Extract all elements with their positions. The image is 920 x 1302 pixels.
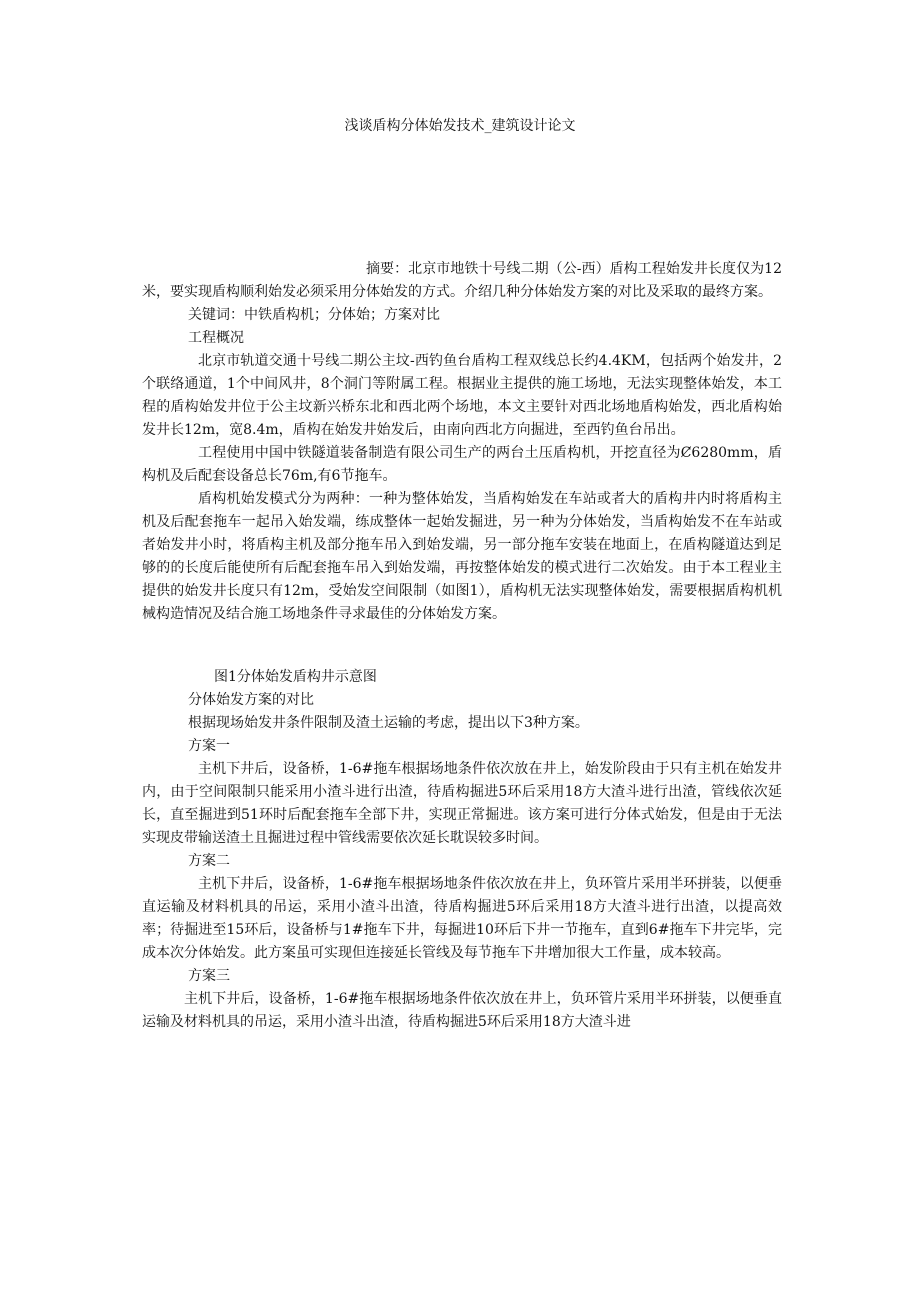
comparison-intro: 根据现场始发井条件限制及渣土运输的考虑，提出以下3种方案。 xyxy=(188,715,589,731)
plan1-paragraph: 主机下井后，设备桥，1-6#拖车根据场地条件依次放在井上，始发阶段由于只有主机在始发井内，由于空间限制只能采用小渣斗进行出渣，待盾构掘进5环后采用18方大渣斗进行出渣，管线依次延长，直至掘进到51环时后配套拖车全部下井，实现正常掘进。该方案可进行分体式始发，但是由于无法实现皮带输送渣土且掘进过程中管线需要依次延长耽误较多时间。 xyxy=(142,761,782,846)
figure-caption: 图1分体始发盾构井示意图 xyxy=(214,669,377,685)
overview-paragraph-3: 盾构机始发模式分为两种：一种为整体始发，当盾构始发在车站或者大的盾构井内时将盾构主机及后配套拖车一起吊入始发端，练成整体一起始发掘进，另一种为分体始发，当盾构始发不在车站或者始发井小时，将盾构主机及部分拖车吊入到始发端，另一部分拖车安装在地面上，在盾构隧道达到足够的的长度后能使所有后配套拖车吊入到始发端，再按整体始发的模式进行二次始发。由于本工程业主提供的始发井长度只有12m，受始发空间限制（如图1），盾构机无法实现整体始发，需要根据盾构机机械构造情况及结合施工场地条件寻求最佳的分体始发方案。 xyxy=(142,491,782,622)
plan3-heading: 方案三 xyxy=(188,968,230,984)
plan2-heading: 方案二 xyxy=(188,853,230,869)
overview-paragraph-1: 北京市轨道交通十号线二期公主坟-西钓鱼台盾构工程双线总长约4.4KM，包括两个始发井，2个联络通道，1个中间风井，8个洞门等附属工程。根据业主提供的施工场地，无法实现整体始发，本工程的盾构始发井位于公主坟新兴桥东北和西北两个场地，本文主要针对西北场地盾构始发，西北盾构始发井长12m，宽8.4m，盾构在始发井始发后，由南向西北方向掘进，至西钓鱼台吊出。 xyxy=(142,353,782,438)
plan2-paragraph: 主机下井后，设备桥，1-6#拖车根据场地条件依次放在井上，负环管片采用半环拼装，以便垂直运输及材料机具的吊运，采用小渣斗出渣，待盾构掘进5环后采用18方大渣斗进行出渣，以提高效率；待掘进至15环后，设备桥与1#拖车下井，每掘进10环后下井一节拖车，直到6#拖车下井完毕，完成本次分体始发。此方案虽可实现但连接延长管线及每节拖车下井增加很大工作量，成本较高。 xyxy=(142,876,782,961)
plan1-heading: 方案一 xyxy=(188,738,230,754)
document-body xyxy=(142,258,782,1034)
plan3-paragraph: 主机下井后，设备桥，1-6#拖车根据场地条件依次放在井上，负环管片采用半环拼装，以便垂直运输及材料机具的吊运，采用小渣斗出渣，待盾构掘进5环后采用18方大渣斗进 xyxy=(142,991,782,1030)
keywords-line: 关键词：中铁盾构机；分体始；方案对比 xyxy=(188,307,440,323)
section-heading-overview: 工程概况 xyxy=(188,330,244,346)
section-heading-comparison: 分体始发方案的对比 xyxy=(188,692,314,708)
overview-paragraph-2: 工程使用中国中铁隧道装备制造有限公司生产的两台土压盾构机，开挖直径为Ȼ6280mm，盾构机及后配套设备总长76m,有6节拖车。 xyxy=(142,445,782,484)
document-title: 浅谈盾构分体始发技术_建筑设计论文 xyxy=(344,118,576,134)
abstract-paragraph: 摘要：北京市地铁十号线二期（公-西）盾构工程始发井长度仅为12米，要实现盾构顺利始发必须采用分体始发的方式。介绍几种分体始发方案的对比及采取的最终方案。 xyxy=(142,261,782,300)
